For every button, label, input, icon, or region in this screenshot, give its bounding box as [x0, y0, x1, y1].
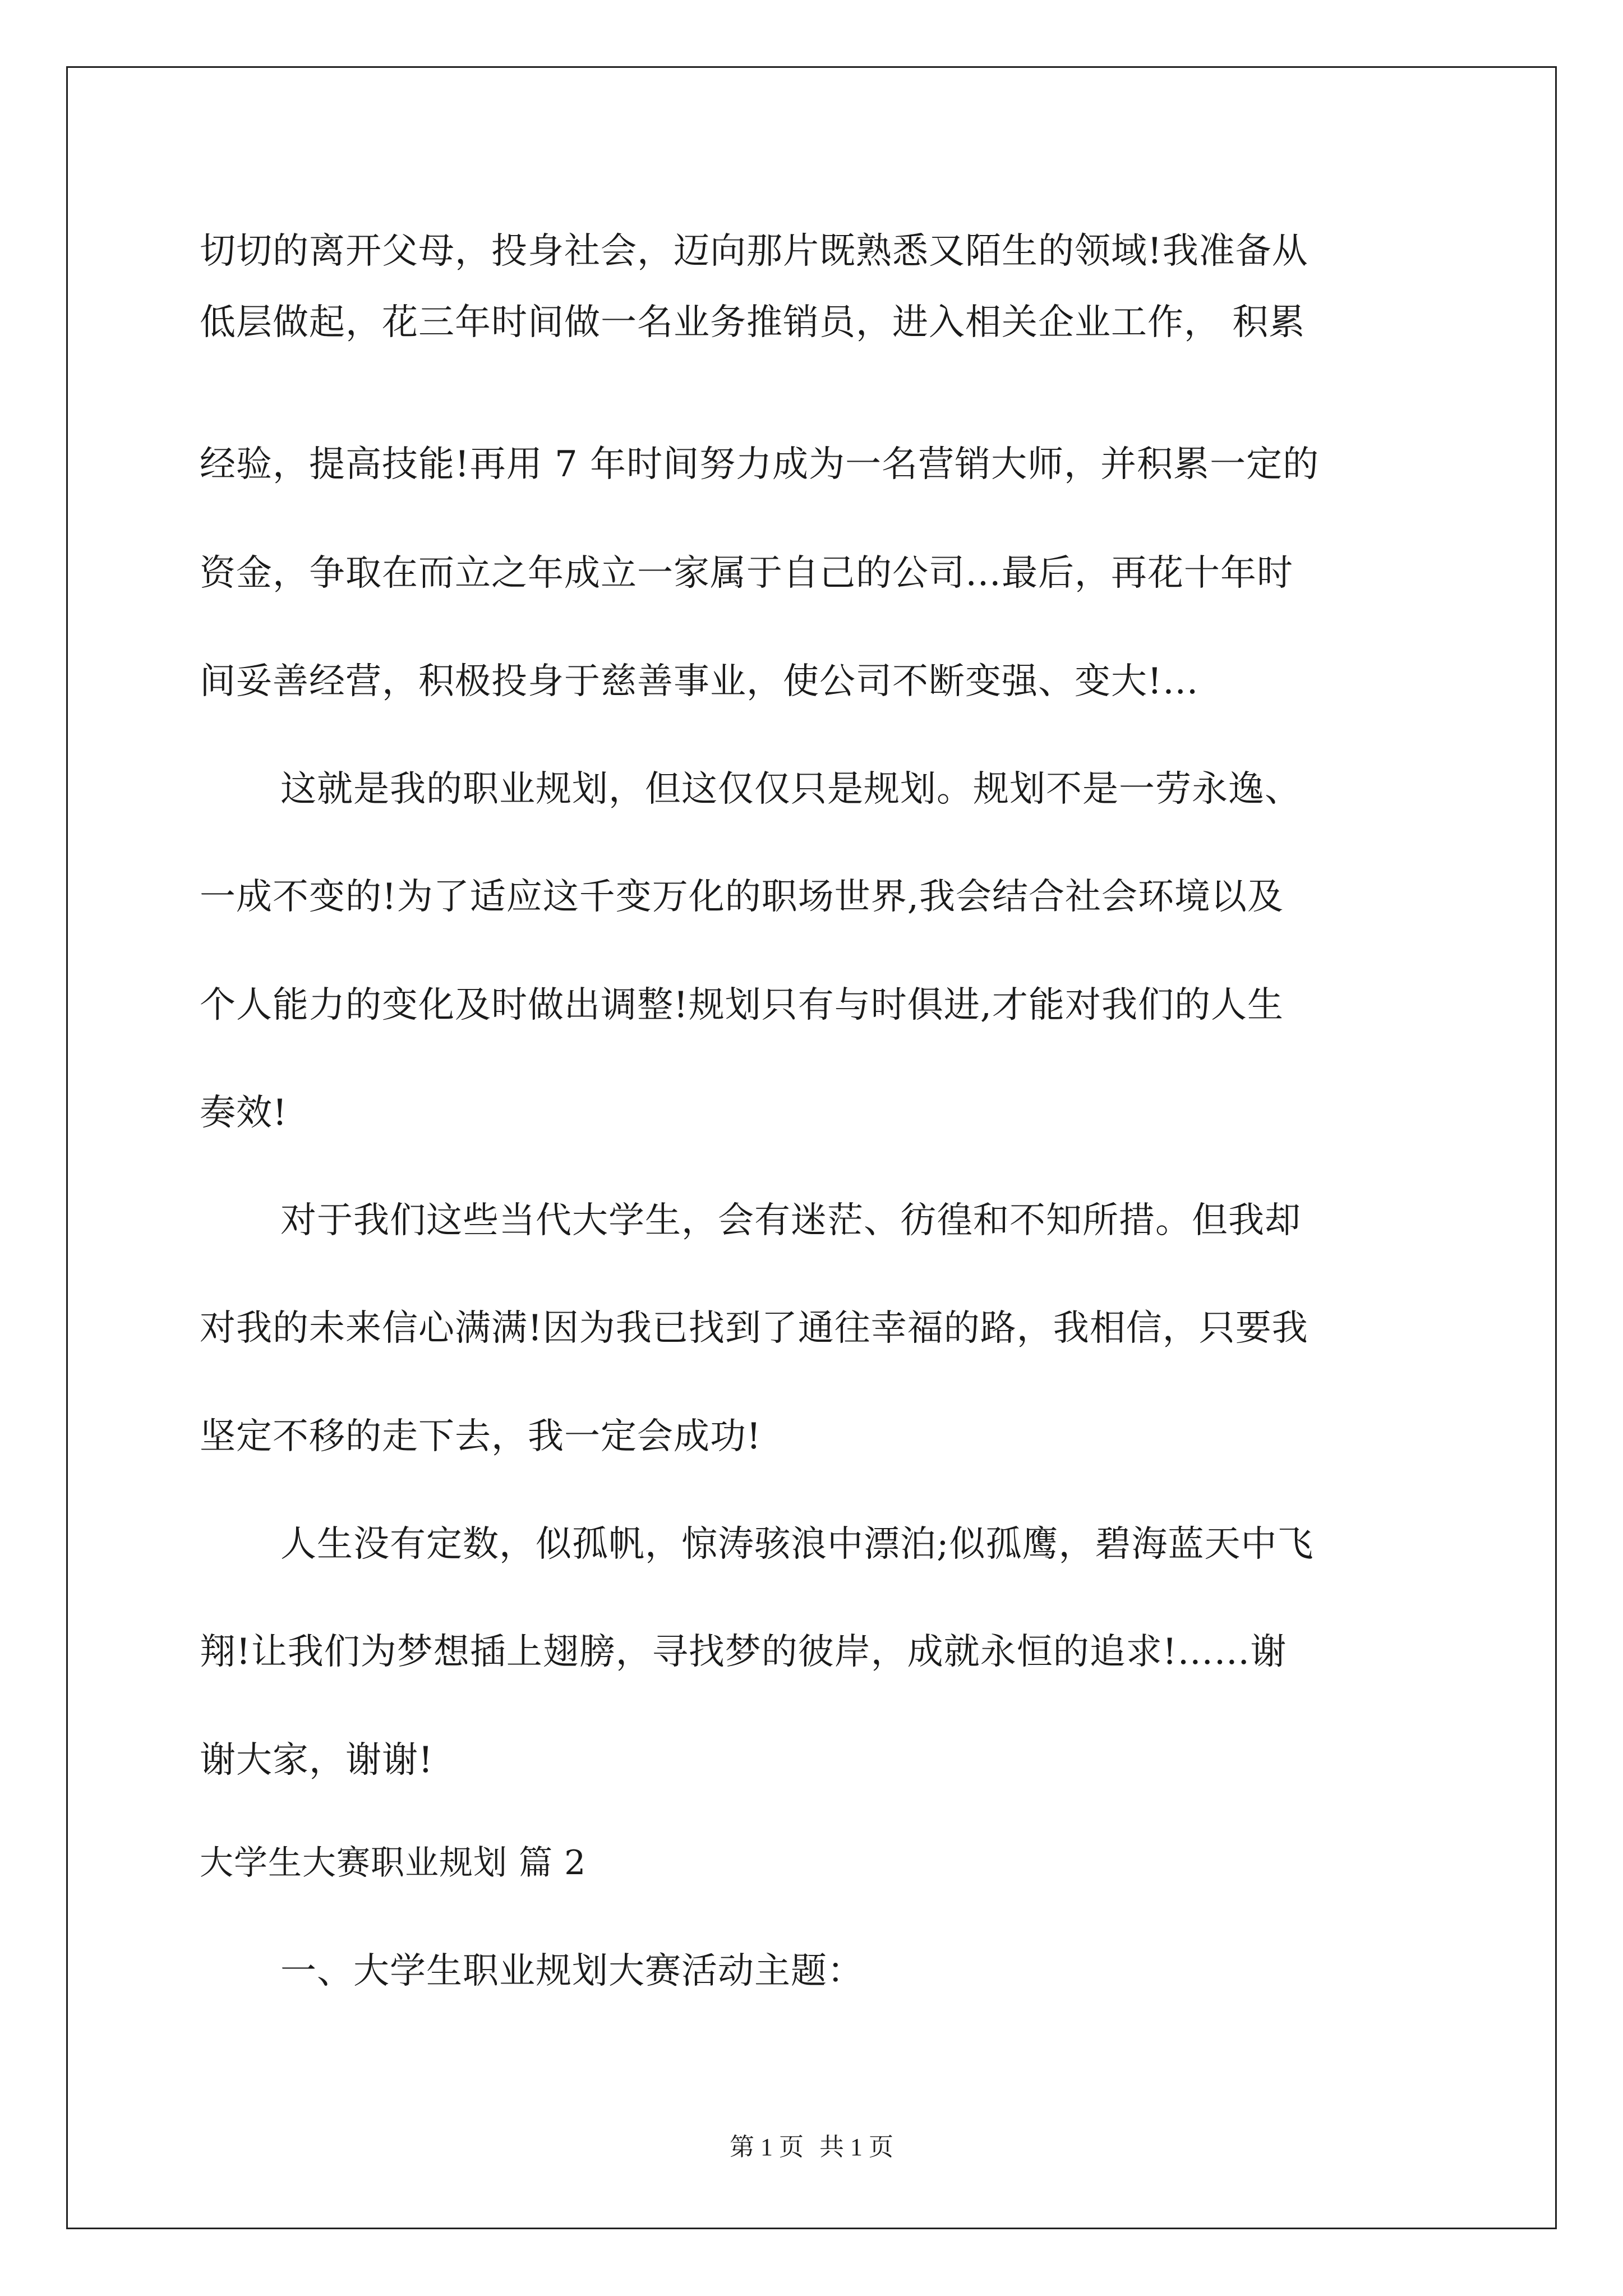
page-border — [66, 66, 1557, 2229]
section-heading: 大学生大赛职业规划 篇 2 — [200, 1843, 587, 1883]
text-line: 奏效! — [200, 1092, 288, 1134]
text-line: 谢大家，谢谢! — [200, 1740, 434, 1781]
page-footer — [0, 2132, 1623, 2163]
text-line: 经验，提高技能!再用 7 年时间努力成为一名营销大师，并积累一定的 — [200, 444, 1320, 485]
text-line: 一成不变的!为了适应这千变万化的职场世界,我会结合社会环境以及 — [200, 876, 1284, 918]
text-line: 低层做起，花三年时间做一名业务推销员，进入相关企业工作， 积累 — [200, 302, 1306, 343]
text-line: 坚定不移的走下去，我一定会成功! — [200, 1416, 762, 1457]
page-total: 共 1 页 — [819, 2133, 893, 2161]
text-line: 对于我们这些当代大学生，会有迷茫、彷徨和不知所措。但我却 — [280, 1200, 1301, 1241]
text-line: 切切的离开父母，投身社会，迈向那片既熟悉又陌生的领域!我准备从 — [200, 231, 1308, 272]
text-line: 对我的未来信心满满!因为我已找到了通往幸福的路，我相信，只要我 — [200, 1308, 1308, 1349]
text-line: 个人能力的变化及时做出调整!规划只有与时俱进,才能对我们的人生 — [200, 984, 1284, 1026]
page-number: 第 1 页 — [730, 2133, 804, 2161]
text-line: 资金，争取在而立之年成立一家属于自己的公司…最后，再花十年时 — [200, 553, 1293, 594]
text-line: 间妥善经营，积极投身于慈善事业，使公司不断变强、变大!… — [200, 661, 1199, 702]
list-item: 一、大学生职业规划大赛活动主题： — [280, 1950, 864, 1992]
text-line: 这就是我的职业规划，但这仅仅只是规划。规划不是一劳永逸、 — [280, 769, 1301, 810]
text-line: 翔!让我们为梦想插上翅膀，寻找梦的彼岸，成就永恒的追求!……谢 — [200, 1631, 1287, 1673]
text-line: 人生没有定数，似孤帆，惊涛骇浪中漂泊;似孤鹰，碧海蓝天中飞 — [280, 1524, 1314, 1565]
